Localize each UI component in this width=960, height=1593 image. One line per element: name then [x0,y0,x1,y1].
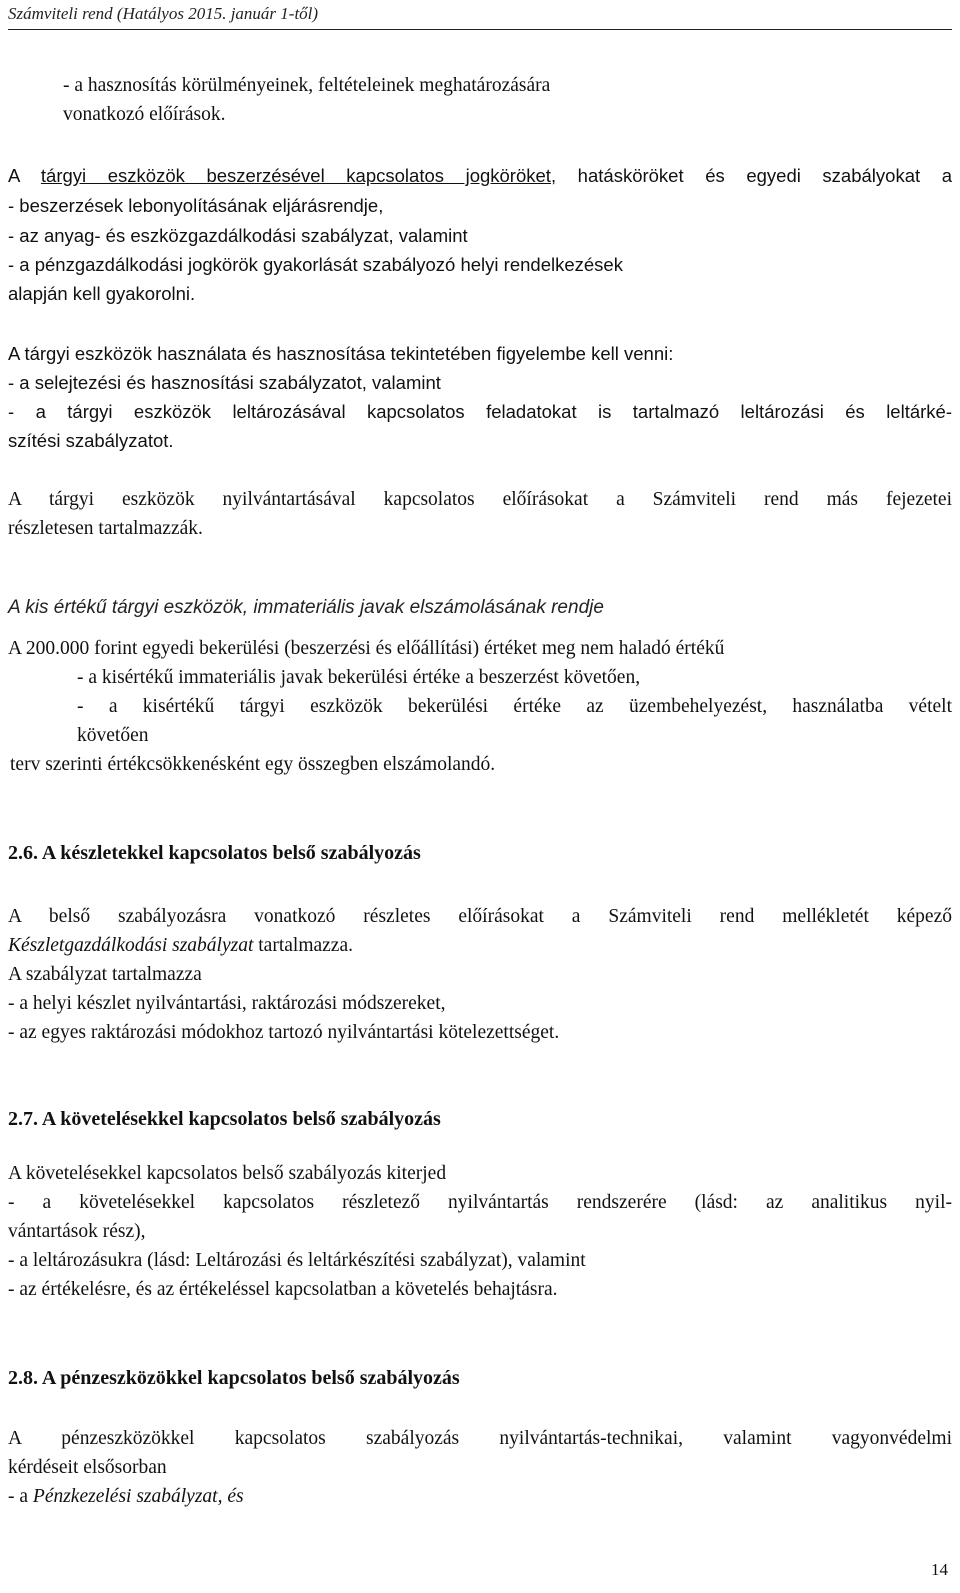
text-line: alapján kell gyakorolni. [8,283,196,304]
text-line: - az anyag- és eszközgazdálkodási szabályzat, valamint [8,225,468,246]
text-run: - a [8,1486,33,1507]
text-line: - a kisértékű tárgyi eszközök bekerülési értéke az üzembehelyezést, használatba vételt [77,696,952,717]
text-line: - a leltározásukra (lásd: Leltározási és leltárkészítési szabályzat), valamint [8,1250,586,1271]
section-heading: 2.8. A pénzeszközökkel kapcsolatos belső szabályozás [8,1367,460,1389]
section-heading: 2.6. A készletekkel kapcsolatos belső szabályozás [8,842,421,864]
text-line: vonatkozó előírások. [63,104,226,125]
italic-text: Készletgazdálkodási szabályzat [8,935,254,956]
text-line: kérdéseit elsősorban [8,1457,167,1478]
text-run: A [8,165,41,186]
text-line: A belső szabályozásra vonatkozó részletes előírásokat a Számviteli rend mellékletét képező [8,906,952,927]
text-line: A szabályzat tartalmazza [8,964,202,985]
text-line: - a kisértékű immateriális javak bekerülési értéke a beszerzést követően, [77,667,641,688]
text-line: A tárgyi eszközök használata és hasznosítása tekintetében figyelembe kell venni: [8,343,674,364]
text-run: tartalmazza. [253,935,353,956]
text-line: - a tárgyi eszközök leltározásával kapcsolatos feladatokat is tartalmazó leltározási és leltárké- [8,401,952,422]
italic-text: Pénzkezelési szabályzat, és [32,1486,244,1507]
text-line: vántartások rész), [8,1221,146,1242]
text-line [8,162,952,190]
underlined-text: tárgyi eszközök beszerzésével kapcsolatos jogköröket, [40,165,557,186]
text-line: - az értékelésre, és az értékeléssel kapcsolatban a követelés behajtásra. [8,1279,558,1300]
text-line: - a helyi készlet nyilvántartási, raktározási módszereket, [8,993,446,1014]
text-line: terv szerinti értékcsökkenésként egy összegben elszámolandó. [10,754,496,775]
text-line [8,932,353,960]
text-line: A követelésekkel kapcsolatos belső szabályozás kiterjed [8,1163,447,1184]
text-line: - a pénzgazdálkodási jogkörök gyakorlását szabályozó helyi rendelkezések [8,254,623,275]
text-line: - beszerzések lebonyolításának eljárásrendje, [8,195,384,216]
text-line: követően [77,725,149,746]
section-heading: 2.7. A követelésekkel kapcsolatos belső szabályozás [8,1108,441,1130]
text-line: szítési szabályzatot. [8,430,174,451]
text-line: A tárgyi eszközök nyilvántartásával kapcsolatos előírásokat a Számviteli rend más fejezetei [8,489,952,510]
running-header: Számviteli rend (Hatályos 2015. január 1-től) [8,4,952,30]
text-line: - a hasznosítás körülményeinek, feltételeinek meghatározására [63,75,551,96]
text-run: hatásköröket és egyedi szabályokat a [556,165,953,186]
text-line [8,1483,244,1511]
text-line: - a selejtezési és hasznosítási szabályzatot, valamint [8,372,441,393]
text-line: A 200.000 forint egyedi bekerülési (beszerzési és előállítási) értéket meg nem haladó értékű [8,638,725,659]
text-line: A pénzeszközökkel kapcsolatos szabályozás nyilvántartás-technikai, valamint vagyonvédelmi [8,1428,952,1449]
text-line: részletesen tartalmazzák. [8,518,203,539]
subheading: A kis értékű tárgyi eszközök, immateriális javak elszámolásának rendje [8,597,604,618]
text-line: - a követelésekkel kapcsolatos részletező nyilvántartás rendszerére (lásd: az analitikus nyil- [8,1192,952,1213]
page-number: 14 [931,1560,948,1579]
text-line: - az egyes raktározási módokhoz tartozó nyilvántartási kötelezettséget. [8,1022,560,1043]
